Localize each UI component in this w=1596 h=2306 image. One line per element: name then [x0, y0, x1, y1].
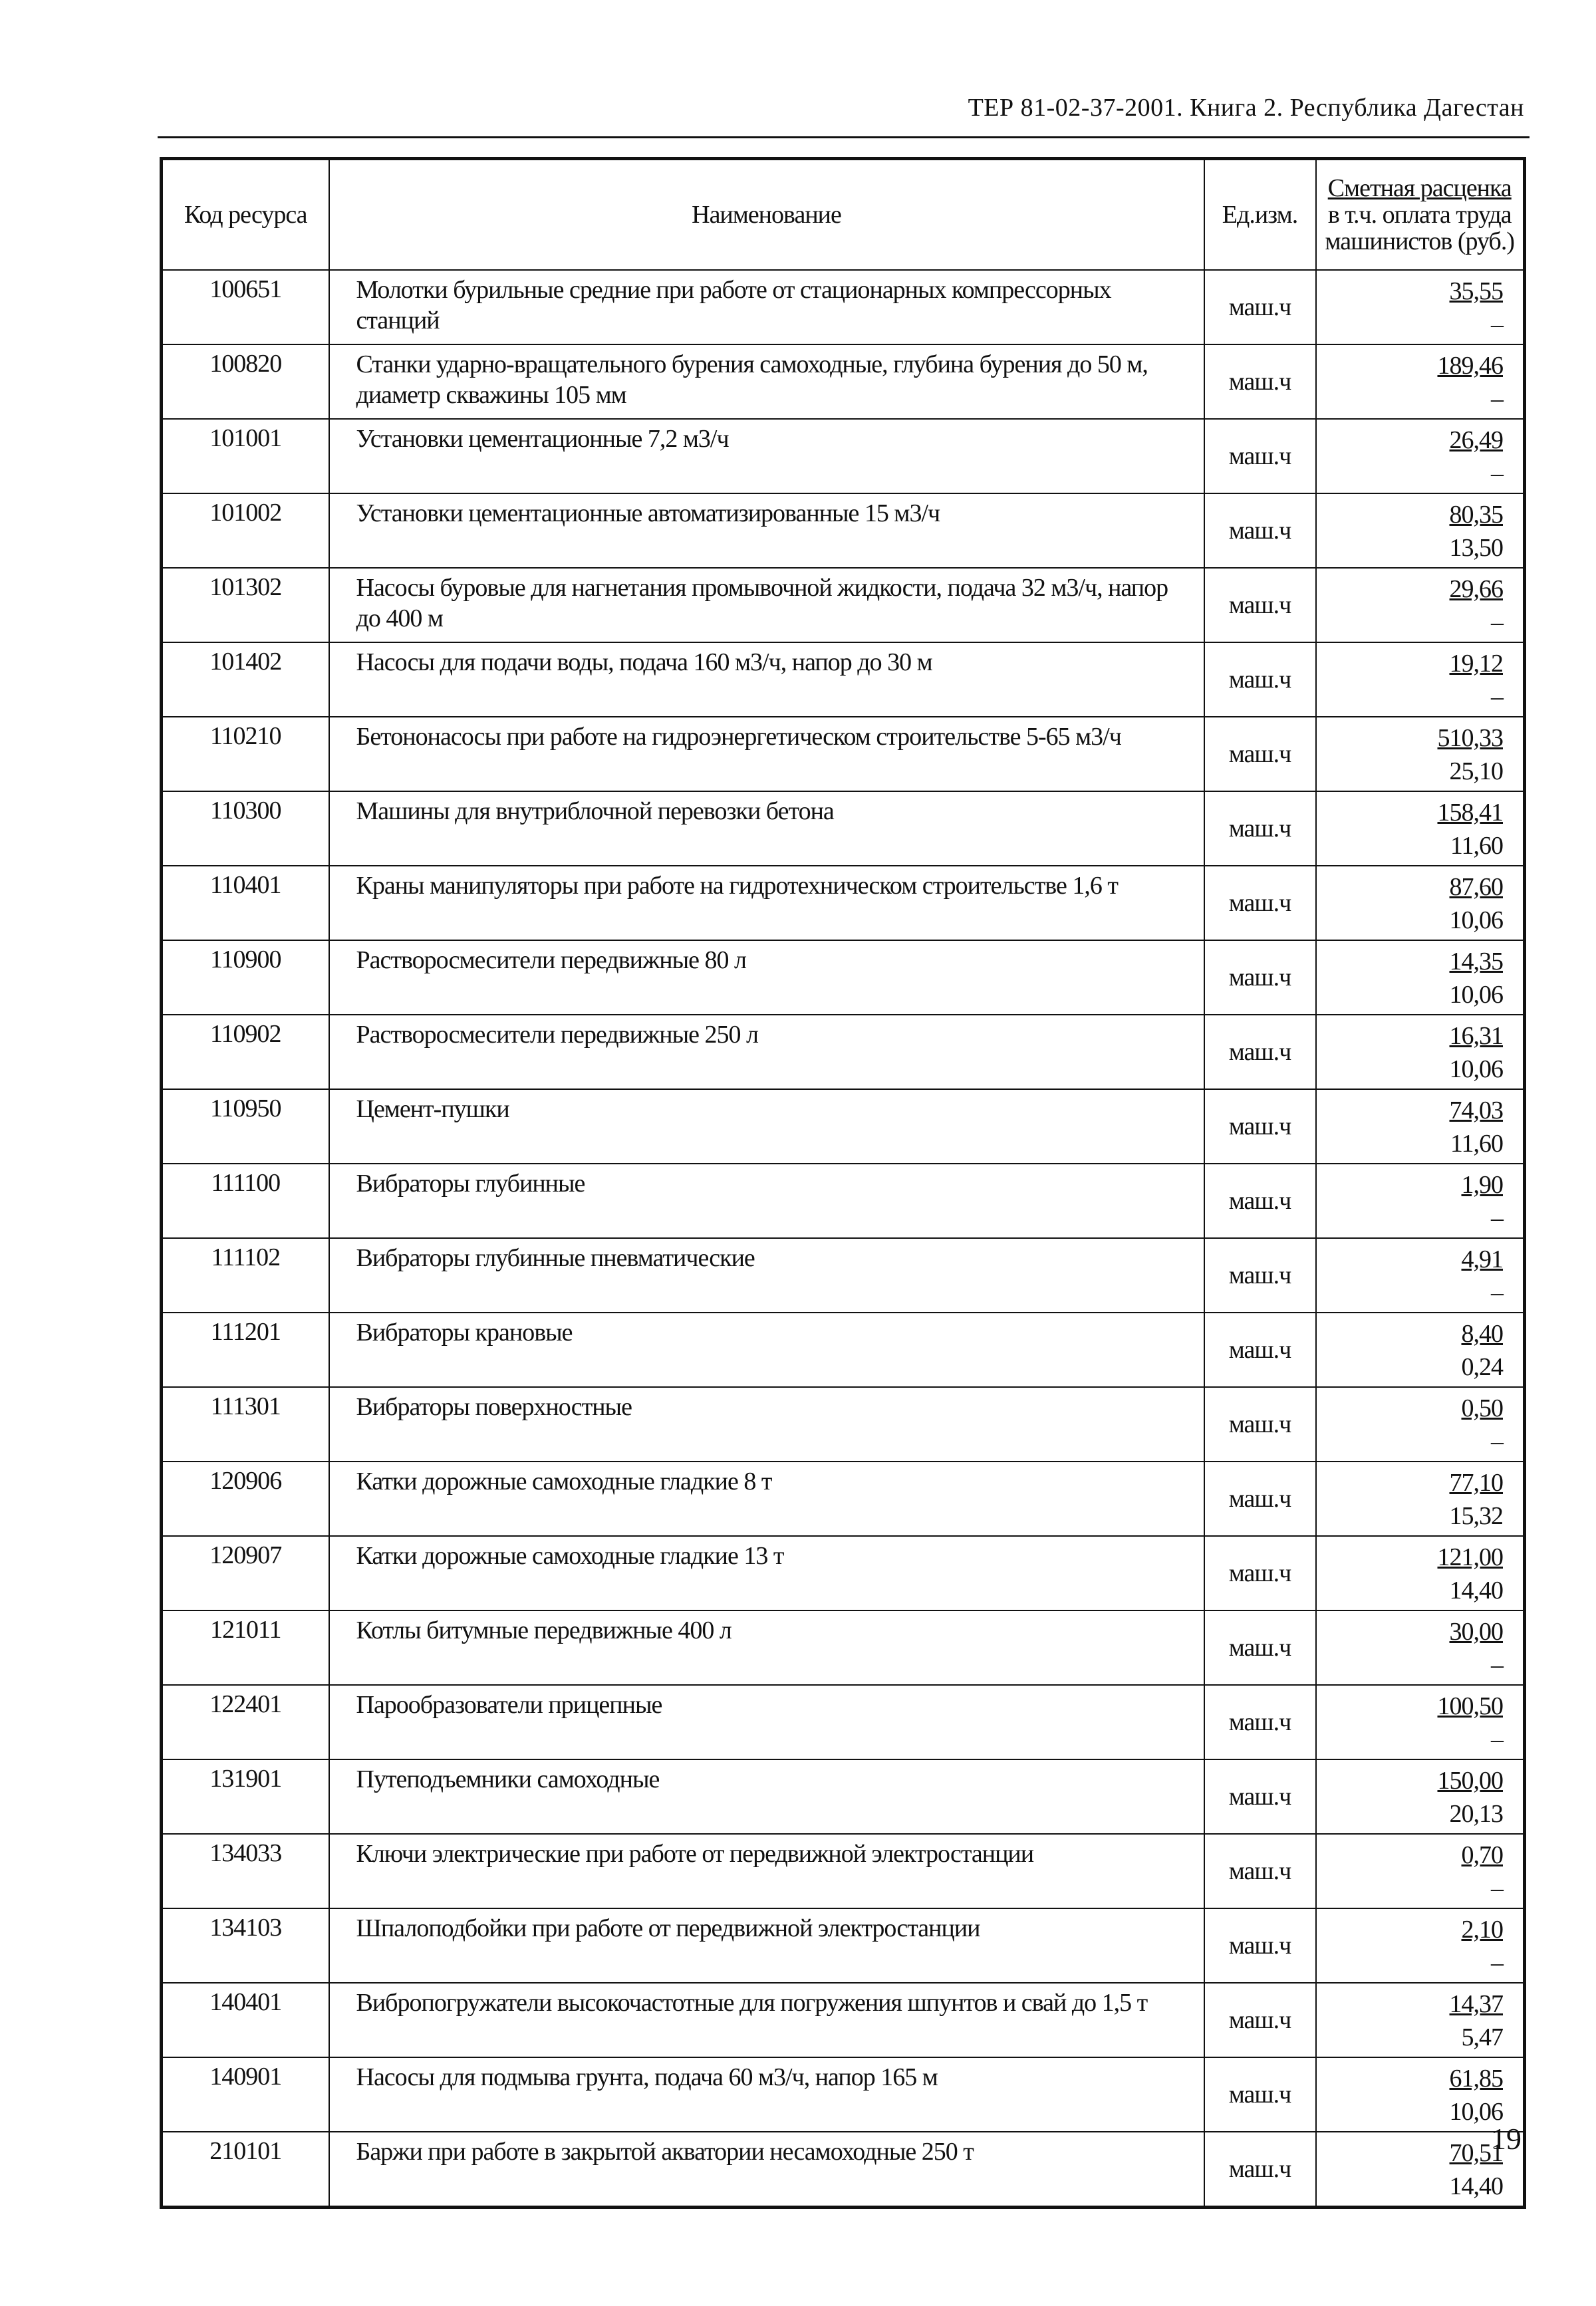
resource-code: 101402: [162, 642, 329, 717]
resource-unit: маш.ч: [1204, 568, 1316, 642]
table-row: [162, 2132, 1525, 2208]
resource-name: Катки дорожные самоходные гладкие 13 т: [329, 1536, 1204, 1610]
resource-unit: маш.ч: [1204, 1387, 1316, 1462]
estimated-price: 158,41: [1437, 799, 1503, 827]
resource-price-cell: [1316, 568, 1525, 642]
resource-price-cell: [1316, 1387, 1525, 1462]
resource-unit: маш.ч: [1204, 419, 1316, 493]
resource-code: 110902: [162, 1015, 329, 1089]
estimated-price: 74,03: [1449, 1096, 1503, 1124]
resource-unit: маш.ч: [1204, 717, 1316, 791]
resource-name: Насосы для подмыва грунта, подача 60 м3/ч, напор 165 м: [329, 2057, 1204, 2132]
resource-price-cell: [1316, 1089, 1525, 1164]
resource-name: Насосы буровые для нагнетания промывочной жидкости, подача 32 м3/ч, напор до 400 м: [329, 568, 1204, 642]
resource-name: Установки цементационные автоматизированные 15 м3/ч: [329, 493, 1204, 568]
resource-code: 134103: [162, 1908, 329, 1983]
estimated-price: 0,50: [1461, 1394, 1503, 1422]
operator-labor-cost: 20,13: [1449, 1800, 1503, 1828]
operator-labor-cost: –: [1491, 1874, 1503, 1902]
operator-labor-cost: –: [1491, 608, 1503, 636]
header-unit: Ед.изм.: [1204, 159, 1316, 271]
resource-code: 101302: [162, 568, 329, 642]
resource-price-cell: [1316, 940, 1525, 1015]
estimated-price: 2,10: [1461, 1916, 1503, 1944]
table-row: [162, 1462, 1525, 1536]
resource-unit: маш.ч: [1204, 1015, 1316, 1089]
resource-name: Котлы битумные передвижные 400 л: [329, 1610, 1204, 1685]
resource-unit: маш.ч: [1204, 940, 1316, 1015]
estimated-price: 1,90: [1461, 1171, 1503, 1199]
table-row: [162, 1313, 1525, 1387]
operator-labor-cost: 10,06: [1449, 981, 1503, 1009]
resource-price-cell: [1316, 1685, 1525, 1759]
resource-unit: маш.ч: [1204, 642, 1316, 717]
resource-price-cell: [1316, 1238, 1525, 1313]
operator-labor-cost: –: [1491, 1279, 1503, 1307]
resource-price-cell: [1316, 270, 1525, 344]
resource-unit: маш.ч: [1204, 1164, 1316, 1238]
resource-name: Вибраторы поверхностные: [329, 1387, 1204, 1462]
resource-unit: маш.ч: [1204, 344, 1316, 419]
estimated-price: 29,66: [1449, 575, 1503, 603]
resource-name: Машины для внутриблочной перевозки бетона: [329, 791, 1204, 866]
resource-code: 140901: [162, 2057, 329, 2132]
operator-labor-cost: 11,60: [1450, 832, 1503, 860]
operator-labor-cost: –: [1491, 1204, 1503, 1232]
operator-labor-cost: 0,24: [1461, 1353, 1503, 1381]
estimated-price: 30,00: [1449, 1618, 1503, 1646]
resource-code: 110210: [162, 717, 329, 791]
estimated-price: 0,70: [1461, 1841, 1503, 1869]
resource-name: Растворосмесители передвижные 80 л: [329, 940, 1204, 1015]
estimated-price: 70,51: [1449, 2139, 1503, 2167]
table-row: [162, 940, 1525, 1015]
resource-code: 121011: [162, 1610, 329, 1685]
operator-labor-cost: 11,60: [1450, 1130, 1503, 1158]
operator-labor-cost: 15,32: [1449, 1502, 1503, 1530]
resource-code: 100651: [162, 270, 329, 344]
resource-name: Растворосмесители передвижные 250 л: [329, 1015, 1204, 1089]
resource-price-cell: [1316, 1164, 1525, 1238]
resource-unit: маш.ч: [1204, 1983, 1316, 2057]
estimated-price: 26,49: [1449, 426, 1503, 454]
estimated-price: 100,50: [1437, 1692, 1503, 1720]
operator-labor-cost: 25,10: [1449, 757, 1503, 785]
resource-code: 111100: [162, 1164, 329, 1238]
header-price-line2: в т.ч. оплата труда: [1327, 201, 1512, 229]
resource-name: Установки цементационные 7,2 м3/ч: [329, 419, 1204, 493]
table-row: [162, 1015, 1525, 1089]
table-row: [162, 2057, 1525, 2132]
resource-price-cell: [1316, 791, 1525, 866]
resource-price-cell: [1316, 717, 1525, 791]
table-header-row: [162, 159, 1525, 271]
resource-price-cell: [1316, 1834, 1525, 1908]
resource-unit: маш.ч: [1204, 1238, 1316, 1313]
operator-labor-cost: –: [1491, 1651, 1503, 1679]
resource-code: 140401: [162, 1983, 329, 2057]
operator-labor-cost: –: [1491, 459, 1503, 487]
resource-name: Вибраторы глубинные пневматические: [329, 1238, 1204, 1313]
table-row: [162, 270, 1525, 344]
resource-unit: маш.ч: [1204, 866, 1316, 940]
resource-name: Вибраторы глубинные: [329, 1164, 1204, 1238]
estimated-price: 77,10: [1449, 1469, 1503, 1497]
resource-unit: маш.ч: [1204, 2057, 1316, 2132]
table-row: [162, 344, 1525, 419]
table-row: [162, 1983, 1525, 2057]
operator-labor-cost: 10,06: [1449, 2098, 1503, 2126]
resource-name: Цемент-пушки: [329, 1089, 1204, 1164]
resource-unit: маш.ч: [1204, 2132, 1316, 2208]
resource-unit: маш.ч: [1204, 1685, 1316, 1759]
resource-price-cell: [1316, 1536, 1525, 1610]
resource-price-cell: [1316, 1610, 1525, 1685]
estimated-price: 14,35: [1449, 948, 1503, 975]
estimated-price: 80,35: [1449, 501, 1503, 529]
resource-unit: маш.ч: [1204, 493, 1316, 568]
estimated-price: 4,91: [1461, 1245, 1503, 1273]
document-header: ТЕР 81-02-37-2001. Книга 2. Республика Дагестан: [968, 94, 1524, 122]
resource-price-cell: [1316, 1313, 1525, 1387]
resource-name: Насосы для подачи воды, подача 160 м3/ч, напор до 30 м: [329, 642, 1204, 717]
operator-labor-cost: 14,40: [1449, 1577, 1503, 1604]
resource-unit: маш.ч: [1204, 270, 1316, 344]
resource-price-table: [160, 157, 1526, 2209]
estimated-price: 14,37: [1449, 1990, 1503, 2018]
resource-name: Баржи при работе в закрытой акватории несамоходные 250 т: [329, 2132, 1204, 2208]
table-row: [162, 642, 1525, 717]
resource-name: Вибропогружатели высокочастотные для погружения шпунтов и свай до 1,5 т: [329, 1983, 1204, 2057]
estimated-price: 87,60: [1449, 873, 1503, 901]
estimated-price: 150,00: [1437, 1767, 1503, 1795]
resource-name: Молотки бурильные средние при работе от стационарных компрессорных станций: [329, 270, 1204, 344]
resource-price-cell: [1316, 419, 1525, 493]
resource-name: Парообразователи прицепные: [329, 1685, 1204, 1759]
resource-unit: маш.ч: [1204, 1759, 1316, 1834]
estimated-price: 35,55: [1449, 277, 1503, 305]
resource-name: Краны манипуляторы при работе на гидротехническом строительстве 1,6 т: [329, 866, 1204, 940]
table-row: [162, 1759, 1525, 1834]
resource-code: 134033: [162, 1834, 329, 1908]
table-row: [162, 419, 1525, 493]
estimated-price: 8,40: [1461, 1320, 1503, 1348]
resource-code: 210101: [162, 2132, 329, 2208]
header-code: Код ресурса: [162, 159, 329, 271]
table-row: [162, 1610, 1525, 1685]
resource-price-cell: [1316, 344, 1525, 419]
resource-unit: маш.ч: [1204, 1834, 1316, 1908]
resource-unit: маш.ч: [1204, 1536, 1316, 1610]
resource-name: Станки ударно-вращательного бурения самоходные, глубина бурения до 50 м, диаметр скважины 105 мм: [329, 344, 1204, 419]
resource-code: 100820: [162, 344, 329, 419]
resource-name: Вибраторы крановые: [329, 1313, 1204, 1387]
operator-labor-cost: 5,47: [1461, 2023, 1503, 2051]
table-row: [162, 1685, 1525, 1759]
header-price: [1316, 159, 1525, 271]
resource-code: 101001: [162, 419, 329, 493]
resource-price-cell: [1316, 642, 1525, 717]
table-row: [162, 791, 1525, 866]
table-row: [162, 1387, 1525, 1462]
estimated-price: 19,12: [1449, 650, 1503, 678]
resource-code: 101002: [162, 493, 329, 568]
table-row: [162, 1238, 1525, 1313]
resource-code: 110401: [162, 866, 329, 940]
resource-unit: маш.ч: [1204, 1610, 1316, 1685]
resource-name: Шпалоподбойки при работе от передвижной электростанции: [329, 1908, 1204, 1983]
resource-unit: маш.ч: [1204, 791, 1316, 866]
table-row: [162, 1536, 1525, 1610]
resource-name: Катки дорожные самоходные гладкие 8 т: [329, 1462, 1204, 1536]
resource-price-cell: [1316, 1015, 1525, 1089]
header-name: Наименование: [329, 159, 1204, 271]
resource-code: 110900: [162, 940, 329, 1015]
resource-unit: маш.ч: [1204, 1313, 1316, 1387]
estimated-price: 189,46: [1437, 352, 1503, 380]
resource-price-cell: [1316, 1462, 1525, 1536]
header-price-line3: машинистов (руб.): [1325, 227, 1514, 255]
resource-code: 110950: [162, 1089, 329, 1164]
estimated-price: 510,33: [1437, 724, 1503, 752]
operator-labor-cost: 13,50: [1449, 534, 1503, 562]
header-rule: [158, 136, 1530, 138]
resource-price-cell: [1316, 1908, 1525, 1983]
operator-labor-cost: 10,06: [1449, 1055, 1503, 1083]
page-number: 19: [1491, 2122, 1522, 2156]
operator-labor-cost: –: [1491, 1428, 1503, 1456]
operator-labor-cost: –: [1491, 311, 1503, 338]
table-row: [162, 866, 1525, 940]
resource-price-cell: [1316, 1983, 1525, 2057]
resource-code: 120907: [162, 1536, 329, 1610]
estimated-price: 121,00: [1437, 1543, 1503, 1571]
table-row: [162, 1089, 1525, 1164]
resource-code: 111301: [162, 1387, 329, 1462]
table-row: [162, 717, 1525, 791]
resource-unit: маш.ч: [1204, 1908, 1316, 1983]
table-row: [162, 568, 1525, 642]
operator-labor-cost: –: [1491, 683, 1503, 711]
resource-name: Ключи электрические при работе от передвижной электростанции: [329, 1834, 1204, 1908]
table-row: [162, 1164, 1525, 1238]
resource-price-cell: [1316, 493, 1525, 568]
resource-name: Путеподъемники самоходные: [329, 1759, 1204, 1834]
operator-labor-cost: –: [1491, 1726, 1503, 1753]
resource-code: 122401: [162, 1685, 329, 1759]
resource-price-cell: [1316, 1759, 1525, 1834]
estimated-price: 16,31: [1449, 1022, 1503, 1050]
operator-labor-cost: –: [1491, 385, 1503, 413]
resource-code: 111102: [162, 1238, 329, 1313]
resource-code: 131901: [162, 1759, 329, 1834]
resource-price-cell: [1316, 866, 1525, 940]
resource-code: 120906: [162, 1462, 329, 1536]
resource-unit: маш.ч: [1204, 1462, 1316, 1536]
table-body: [162, 270, 1525, 2208]
resource-code: 111201: [162, 1313, 329, 1387]
resource-name: Бетононасосы при работе на гидроэнергетическом строительстве 5-65 м3/ч: [329, 717, 1204, 791]
table-row: [162, 1834, 1525, 1908]
resource-unit: маш.ч: [1204, 1089, 1316, 1164]
operator-labor-cost: 14,40: [1449, 2172, 1503, 2200]
resource-code: 110300: [162, 791, 329, 866]
estimated-price: 61,85: [1449, 2065, 1503, 2093]
table-row: [162, 493, 1525, 568]
header-price-line1: Сметная расценка: [1327, 174, 1512, 202]
operator-labor-cost: 10,06: [1449, 906, 1503, 934]
operator-labor-cost: –: [1491, 1949, 1503, 1977]
table-row: [162, 1908, 1525, 1983]
